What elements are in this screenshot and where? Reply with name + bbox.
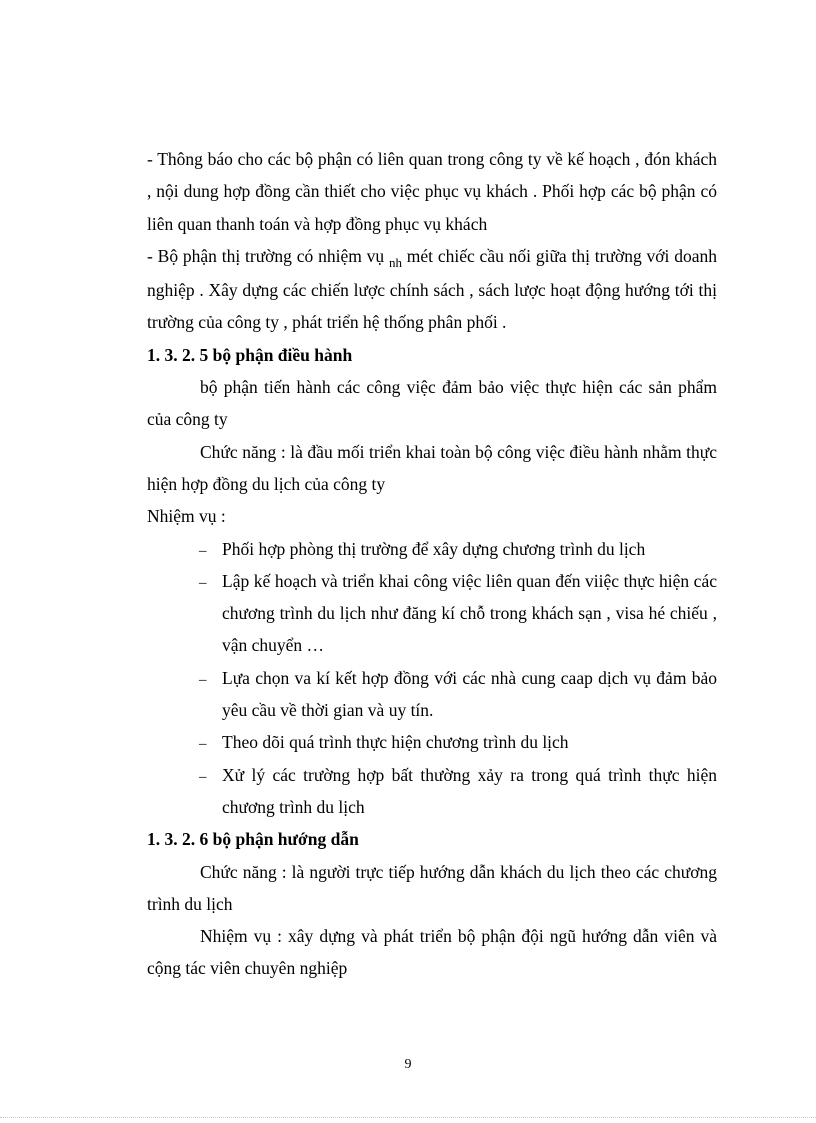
bullet-dash-icon: ‒ <box>199 736 207 753</box>
paragraph-market-text-start: - Bộ phận thị trường có nhiệm vụ <box>147 245 389 266</box>
list-item-text: Phối hợp phòng thị trường để xây dựng chương trình du lịch <box>222 538 646 559</box>
page-number: 9 <box>404 1057 412 1072</box>
paragraph-market-text-end: mét chiếc cầu nối giữa thị trường với doanh nghiệp . Xây dựng các chiến lược chính sách , sách lược hoạt động hướng tới thị trường của công ty , phát triển hệ thống phân phối . <box>147 245 717 333</box>
guides-function: Chức năng : là người trực tiếp hướng dẫn khách du lịch theo các chương trình du lịch <box>147 861 717 914</box>
section-heading-operations: 1. 3. 2. 5 bộ phận điều hành <box>147 344 353 365</box>
bullet-dash-icon: ‒ <box>199 671 207 688</box>
bullet-dash-icon: ‒ <box>199 542 207 559</box>
list-item <box>199 662 717 727</box>
operations-task-list <box>147 533 717 824</box>
list-item-text: Lựa chọn va kí kết hợp đồng với các nhà cung caap dịch vụ đảm bảo yêu cầu về thời gian và uy tín. <box>222 667 717 721</box>
bullet-dash-icon: ‒ <box>199 574 207 591</box>
operations-tasks-label: Nhiệm vụ : <box>147 506 226 527</box>
operations-function: Chức năng : là đầu mối triển khai toàn bộ công việc điều hành nhằm thực hiện hợp đồng du lịch của công ty <box>147 441 717 494</box>
guides-tasks: Nhiệm vụ : xây dựng và phát triển bộ phận đội ngũ hướng dẫn viên và cộng tác viên chuyên nghiệp <box>147 926 717 979</box>
bullet-dash-icon: ‒ <box>199 768 207 785</box>
list-item-text: Lập kế hoạch và triển khai công việc liên quan đến viiệc thực hiện các chương trình du lịch như đăng kí chỗ trong khách sạn , visa hé chiếu , vận chuyển … <box>222 570 717 656</box>
list-item-text: Theo dõi quá trình thực hiện chương trình du lịch <box>222 732 569 753</box>
list-item <box>199 533 717 565</box>
list-item <box>199 565 717 662</box>
paragraph-market-subscript: nh <box>388 254 402 270</box>
list-item <box>199 759 717 824</box>
paragraph-notify-departments: - Thông báo cho các bộ phận có liên quan trong công ty về kế hoạch , đón khách , nội dung hợp đồng cần thiết cho việc phục vụ khách . Phối hợp các bộ phận có liên quan thanh toán và hợp đồng phục vụ khách <box>147 149 717 234</box>
section-heading-guides: 1. 3. 2. 6 bộ phận hướng dẫn <box>147 829 359 850</box>
paragraph-market-department <box>147 240 717 339</box>
operations-intro: bộ phận tiến hành các công việc đảm bảo việc thực hiện các sản phẩm của công ty <box>147 377 717 430</box>
document-body <box>147 143 717 985</box>
list-item <box>199 726 717 758</box>
list-item-text: Xử lý các trường hợp bất thường xảy ra trong quá trình thực hiện chương trình du lịch <box>222 764 717 817</box>
page-bottom-divider <box>0 1117 816 1118</box>
